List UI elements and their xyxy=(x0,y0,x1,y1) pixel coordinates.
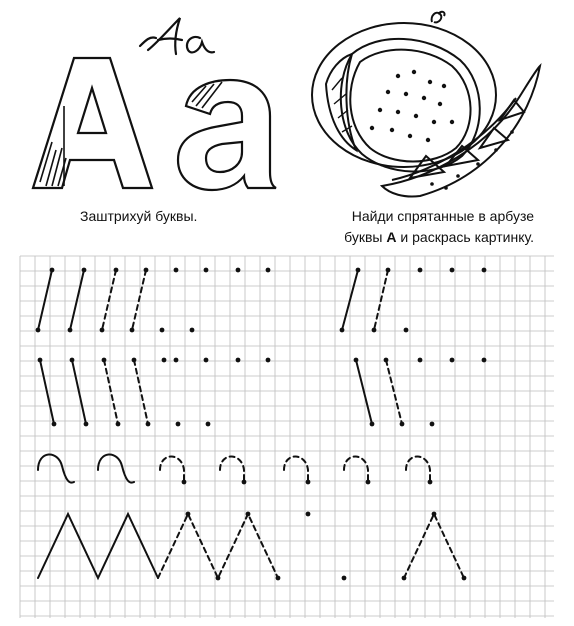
trace-dot xyxy=(340,328,345,333)
caption-left-text: Заштрихуй буквы. xyxy=(80,208,198,224)
trace-dot xyxy=(70,358,75,363)
trace-dot xyxy=(130,328,135,333)
caption-right-prefix: буквы xyxy=(344,229,387,245)
trace-dot xyxy=(418,268,423,273)
trace-solid-stroke xyxy=(356,360,372,424)
big-letter-a-upper-icon xyxy=(33,58,152,188)
caption-find-letters xyxy=(306,206,534,248)
trace-solid-stroke xyxy=(72,360,86,424)
trace-solid-curve xyxy=(98,454,134,482)
trace-dot xyxy=(102,358,107,363)
trace-dashed-curve xyxy=(284,457,308,483)
trace-dot xyxy=(482,268,487,273)
trace-dot xyxy=(186,512,191,517)
trace-dot xyxy=(372,328,377,333)
trace-dot xyxy=(38,358,43,363)
trace-dot xyxy=(450,268,455,273)
trace-dashed-stroke xyxy=(102,270,116,330)
trace-dot xyxy=(266,358,271,363)
practice-grid xyxy=(20,256,554,618)
trace-dot xyxy=(182,480,187,485)
trace-dot xyxy=(366,480,371,485)
trace-dot xyxy=(356,268,361,273)
trace-dot xyxy=(190,328,195,333)
trace-dot xyxy=(162,358,167,363)
trace-dot xyxy=(342,576,347,581)
watermelon-icon xyxy=(312,12,540,197)
trace-solid-curve xyxy=(38,454,74,482)
big-letter-a-lower-icon xyxy=(178,80,276,190)
trace-dashed-stroke xyxy=(134,360,148,424)
trace-dot xyxy=(82,268,87,273)
trace-dot xyxy=(462,576,467,581)
trace-dot xyxy=(306,512,311,517)
trace-dot xyxy=(160,328,165,333)
caption-shade-letters xyxy=(80,206,197,227)
trace-dot xyxy=(68,328,73,333)
trace-dot xyxy=(418,358,423,363)
trace-dashed-stroke xyxy=(386,360,402,424)
trace-dot xyxy=(384,358,389,363)
caption-right-line2 xyxy=(306,227,534,248)
trace-dot xyxy=(84,422,89,427)
trace-dot xyxy=(236,358,241,363)
trace-dot xyxy=(370,422,375,427)
trace-dashed-stroke xyxy=(104,360,118,424)
trace-dot xyxy=(242,480,247,485)
trace-dot xyxy=(100,328,105,333)
trace-dashed-curve xyxy=(344,457,368,483)
trace-dot xyxy=(482,358,487,363)
trace-dot xyxy=(146,422,151,427)
trace-dot xyxy=(430,422,435,427)
trace-dashed-curve xyxy=(220,457,244,483)
trace-dashed-curve xyxy=(160,457,184,483)
trace-dot xyxy=(204,268,209,273)
trace-dot xyxy=(174,358,179,363)
trace-dot xyxy=(306,480,311,485)
trace-dot xyxy=(204,358,209,363)
trace-dot xyxy=(386,268,391,273)
trace-dot xyxy=(432,512,437,517)
practice-dots xyxy=(36,268,487,581)
trace-dot xyxy=(216,576,221,581)
trace-dot xyxy=(52,422,57,427)
trace-dot xyxy=(144,268,149,273)
trace-dashed-stroke xyxy=(132,270,146,330)
trace-dot xyxy=(400,422,405,427)
trace-solid-stroke xyxy=(70,270,84,330)
trace-dot xyxy=(404,328,409,333)
caption-right-line1: Найди спрятанные в арбузе xyxy=(351,208,534,224)
trace-dot xyxy=(176,422,181,427)
script-letters-icon xyxy=(140,18,214,54)
trace-dot xyxy=(116,422,121,427)
caption-right-suffix: и раскрась картинку. xyxy=(396,229,534,245)
trace-dot xyxy=(402,576,407,581)
caption-right-letter: А xyxy=(386,229,397,245)
trace-dot xyxy=(206,422,211,427)
trace-dot xyxy=(450,358,455,363)
trace-solid-stroke xyxy=(40,360,54,424)
trace-dot xyxy=(428,480,433,485)
trace-dot xyxy=(36,328,41,333)
trace-dot xyxy=(174,268,179,273)
trace-dot xyxy=(276,576,281,581)
trace-dot xyxy=(50,268,55,273)
trace-dot xyxy=(354,358,359,363)
trace-dashed-stroke xyxy=(374,270,388,330)
trace-dot xyxy=(266,268,271,273)
trace-dot xyxy=(246,512,251,517)
trace-dot xyxy=(132,358,137,363)
trace-dot xyxy=(114,268,119,273)
trace-dot xyxy=(236,268,241,273)
